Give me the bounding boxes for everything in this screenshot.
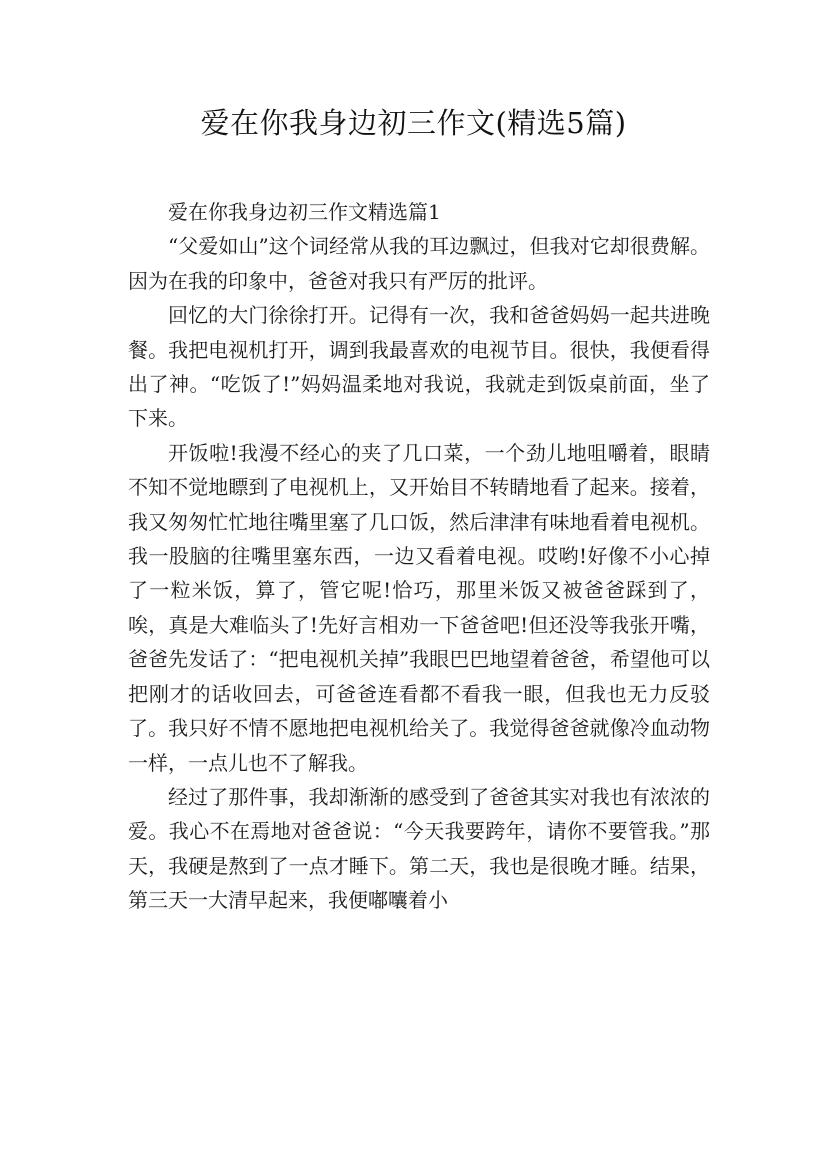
- paragraph-3: 开饭啦!我漫不经心的夹了几口菜，一个劲儿地咀嚼着，眼睛不知不觉地瞟到了电视机上，又开始目不转睛地看了起来。接着，我又匆匆忙忙地往嘴里塞了几口饭，然后津津有味地看着电视机。我一股脑的往嘴里塞东西，一边又看着电视。哎哟!好像不小心掉了一粒米饭，算了，管它呢!恰巧，那里米饭又被爸爸踩到了，唉，真是大难临头了!先好言相劝一下爸爸吧!但还没等我张开嘴，爸爸先发话了：“把电视机关掉”我眼巴巴地望着爸爸，希望他可以把刚才的话收回去，可爸爸连看都不看我一眼，但我也无力反驳了。我只好不情不愿地把电视机给关了。我觉得爸爸就像冷血动物一样，一点儿也不了解我。: [128, 440, 710, 775]
- document-title: 爱在你我身边初三作文(精选5篇): [200, 106, 627, 140]
- paragraph-2: 回忆的大门徐徐打开。记得有一次，我和爸爸妈妈一起共进晚餐。我把电视机打开，调到我最喜欢的电视节目。很快，我便看得出了神。“吃饭了!”妈妈温柔地对我说，我就走到饭桌前面，坐了下来。: [128, 303, 710, 431]
- paragraph-1: “父爱如山”这个词经常从我的耳边飘过，但我对它却很费解。因为在我的印象中，爸爸对我只有严厉的批评。: [128, 234, 710, 293]
- section-heading: 爱在你我身边初三作文精选篇1: [168, 200, 441, 224]
- paragraph-4: 经过了那件事，我却渐渐的感受到了爸爸其实对我也有浓浓的爱。我心不在焉地对爸爸说：“今天我要跨年，请你不要管我。”那天，我硬是熬到了一点才睡下。第二天，我也是很晚才睡。结果，第三天一大清早起来，我便嘟囔着小: [128, 784, 710, 913]
- document-body: [128, 195, 710, 918]
